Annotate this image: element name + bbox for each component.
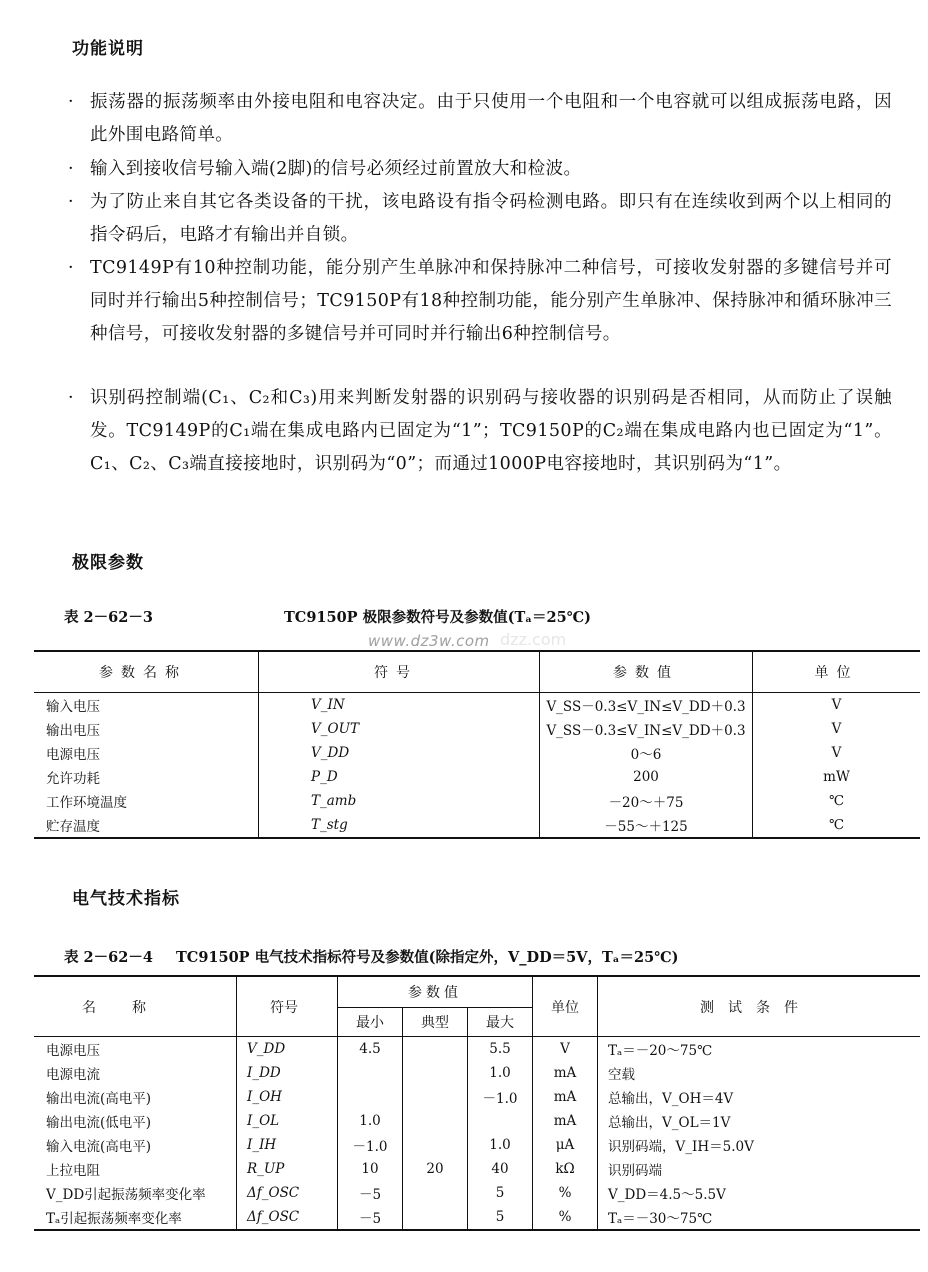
cell-unit: V	[831, 721, 842, 737]
cell-symbol: V_OUT	[259, 717, 540, 741]
cell-name: 电源电流	[34, 1061, 237, 1085]
cell-typ	[403, 1037, 468, 1062]
limits-table	[34, 650, 920, 839]
column-header-unit: 单位	[533, 976, 598, 1037]
cell-symbol: I_OL	[237, 1109, 338, 1133]
cell-typ	[403, 1109, 468, 1133]
cell-name: 贮存温度	[34, 813, 259, 838]
cell-typ	[403, 1133, 468, 1157]
cell-unit: ℃	[828, 793, 845, 809]
cell-name: 上拉电阻	[34, 1157, 237, 1181]
table-row	[34, 1205, 920, 1230]
cell-max: 5.5	[468, 1037, 533, 1062]
table-row	[34, 1181, 920, 1205]
table-row	[34, 1157, 920, 1181]
cell-min	[338, 1085, 403, 1109]
cell-symbol: I_IH	[237, 1133, 338, 1157]
table-row	[34, 765, 920, 789]
cell-typ	[403, 1181, 468, 1205]
cell-typ	[403, 1205, 468, 1230]
cell-unit: %	[533, 1205, 598, 1230]
bullet-text: 振荡器的振荡频率由外接电阻和电容决定。由于只使用一个电阻和一个电容就可以组成振荡电路，因此外围电路简单。	[90, 92, 892, 145]
bullet-text: TC9149P有10种控制功能，能分别产生单脉冲和保持脉冲二种信号，可接收发射器的多键信号并可同时并行输出5种控制信号；TC9150P有18种控制功能，能分别产生单脉冲、保持脉冲和循环脉冲三种信号，可接收发射器的多键信号并可同时并行输出6种控制信号。	[90, 258, 892, 344]
column-header-min: 最小	[338, 1008, 403, 1037]
cell-value: V_SS－0.3≤V_IN≤V_DD＋0.3	[540, 717, 753, 741]
table-number: 表 2－62－3	[64, 609, 153, 626]
column-header-max: 最大	[468, 1008, 533, 1037]
cell-symbol: V_IN	[259, 693, 540, 718]
cell-min: 1.0	[338, 1109, 403, 1133]
cell-max: 40	[468, 1157, 533, 1181]
cell-typ	[403, 1085, 468, 1109]
cell-unit: mW	[823, 769, 850, 785]
table-row	[34, 789, 920, 813]
cell-symbol: R_UP	[237, 1157, 338, 1181]
cell-name: 工作环境温度	[34, 789, 259, 813]
cell-symbol: Δf_OSC	[237, 1181, 338, 1205]
bullet-dot-icon: ·	[68, 388, 74, 408]
bullet-dot-icon: ·	[68, 92, 74, 112]
cell-name: 电源电压	[34, 741, 259, 765]
bullet-dot-icon: ·	[68, 258, 74, 278]
table-row	[34, 1085, 920, 1109]
cell-unit: V	[831, 745, 842, 761]
cell-symbol: V_DD	[259, 741, 540, 765]
column-header-condition: 测试条件	[598, 976, 921, 1037]
column-header-typ: 典型	[403, 1008, 468, 1037]
table-row	[34, 1061, 920, 1085]
cell-value: 0～6	[540, 741, 753, 765]
cell-symbol: I_DD	[237, 1061, 338, 1085]
cell-cond: Tₐ＝－20～75℃	[608, 1043, 713, 1059]
table-number: 表 2－62－4	[64, 949, 153, 966]
cell-cond: 识别码端，V_IH＝5.0V	[608, 1139, 754, 1155]
table-row	[34, 693, 920, 718]
cell-unit: mA	[533, 1085, 598, 1109]
bullet-text: 为了防止来自其它各类设备的干扰，该电路设有指令码检测电路。即只有在连续收到两个以上相同的指令码后，电路才有输出并自锁。	[90, 192, 892, 245]
cell-unit: ℃	[828, 817, 845, 833]
bullet-paragraph	[68, 252, 892, 351]
section-heading-limits: 极限参数	[72, 553, 144, 573]
cell-cond: 识别码端	[608, 1163, 662, 1179]
cell-symbol: T_stg	[259, 813, 540, 838]
cell-typ	[403, 1061, 468, 1085]
column-header: 参数名称	[34, 651, 259, 693]
table-row	[34, 1133, 920, 1157]
cell-max: 1.0	[468, 1061, 533, 1085]
cell-name: 允许功耗	[34, 765, 259, 789]
cell-name: 输入电流(高电平)	[34, 1133, 237, 1157]
cell-symbol: P_D	[259, 765, 540, 789]
section-heading-function: 功能说明	[72, 39, 144, 59]
cell-unit: μA	[533, 1133, 598, 1157]
table-row	[34, 813, 920, 838]
cell-name: 输出电压	[34, 717, 259, 741]
bullet-paragraph	[68, 382, 892, 481]
cell-symbol: I_OH	[237, 1085, 338, 1109]
column-header-symbol: 符号	[237, 976, 338, 1037]
table-header-row	[34, 651, 920, 693]
bullet-text: 识别码控制端(C₁、C₂和C₃)用来判断发射器的识别码与接收器的识别码是否相同，从而防止了误触发。TC9149P的C₁端在集成电路内已固定为“1”；TC9150P的C₂端在集成电路内也已固定为“1”。C₁、C₂、C₃端直接接地时，识别码为“0”；而通过1000P电容接地时，其识别码为“1”。	[90, 388, 892, 474]
table-row	[34, 1109, 920, 1133]
bullet-paragraph	[68, 186, 892, 252]
cell-name: 输出电流(低电平)	[34, 1109, 237, 1133]
cell-unit: V	[533, 1037, 598, 1062]
watermark: www.dz3w.com	[368, 632, 490, 650]
column-header: 符号	[259, 651, 540, 693]
column-header: 参数值	[540, 651, 753, 693]
column-header: 单位	[753, 651, 921, 693]
table-header-row	[34, 976, 920, 1008]
cell-value: V_SS－0.3≤V_IN≤V_DD＋0.3	[540, 693, 753, 718]
table-row	[34, 741, 920, 765]
cell-min: 10	[338, 1157, 403, 1181]
cell-value: －20～＋75	[540, 789, 753, 813]
bullet-dot-icon: ·	[68, 192, 74, 212]
cell-min: －1.0	[338, 1133, 403, 1157]
cell-symbol: V_DD	[237, 1037, 338, 1062]
table-title: TC9150P 电气技术指标符号及参数值(除指定外，V_DD＝5V，Tₐ＝25℃)	[176, 949, 679, 966]
cell-min: 4.5	[338, 1037, 403, 1062]
cell-unit: kΩ	[533, 1157, 598, 1181]
cell-min: －5	[338, 1181, 403, 1205]
cell-unit: mA	[533, 1061, 598, 1085]
cell-max: 5	[468, 1181, 533, 1205]
cell-cond: 空载	[608, 1067, 635, 1083]
cell-symbol: T_amb	[259, 789, 540, 813]
cell-cond: Tₐ＝－30～75℃	[608, 1211, 713, 1227]
cell-max	[468, 1109, 533, 1133]
cell-name: Tₐ引起振荡频率变化率	[34, 1205, 237, 1230]
electrical-table	[34, 975, 920, 1231]
cell-name: 电源电压	[34, 1037, 237, 1062]
cell-symbol: Δf_OSC	[237, 1205, 338, 1230]
bullet-text: 输入到接收信号输入端(2脚)的信号必须经过前置放大和检波。	[90, 159, 582, 179]
column-header-group: 参数值	[338, 976, 533, 1008]
cell-value: 200	[540, 765, 753, 789]
cell-min	[338, 1061, 403, 1085]
watermark-logo: dzz.com	[500, 630, 567, 649]
table-row	[34, 717, 920, 741]
bullet-paragraph	[68, 86, 892, 152]
bullet-dot-icon: ·	[68, 159, 74, 179]
cell-max: －1.0	[468, 1085, 533, 1109]
cell-cond: 总输出，V_OH＝4V	[608, 1091, 734, 1107]
cell-cond: V_DD＝4.5～5.5V	[608, 1187, 726, 1203]
column-header-name: 名称	[34, 976, 237, 1037]
cell-name: 输出电流(高电平)	[34, 1085, 237, 1109]
cell-min: －5	[338, 1205, 403, 1230]
cell-max: 1.0	[468, 1133, 533, 1157]
cell-cond: 总输出，V_OL＝1V	[608, 1115, 731, 1131]
cell-unit: mA	[533, 1109, 598, 1133]
cell-unit: V	[831, 697, 842, 713]
cell-unit: %	[533, 1181, 598, 1205]
cell-name: V_DD引起振荡频率变化率	[34, 1181, 237, 1205]
table-row	[34, 1037, 920, 1062]
cell-name: 输入电压	[34, 693, 259, 718]
cell-typ: 20	[403, 1157, 468, 1181]
table-title: TC9150P 极限参数符号及参数值(Tₐ＝25℃)	[284, 609, 591, 626]
section-heading-electrical: 电气技术指标	[72, 889, 180, 909]
cell-value: －55～＋125	[540, 813, 753, 838]
bullet-paragraph	[68, 153, 892, 186]
cell-max: 5	[468, 1205, 533, 1230]
